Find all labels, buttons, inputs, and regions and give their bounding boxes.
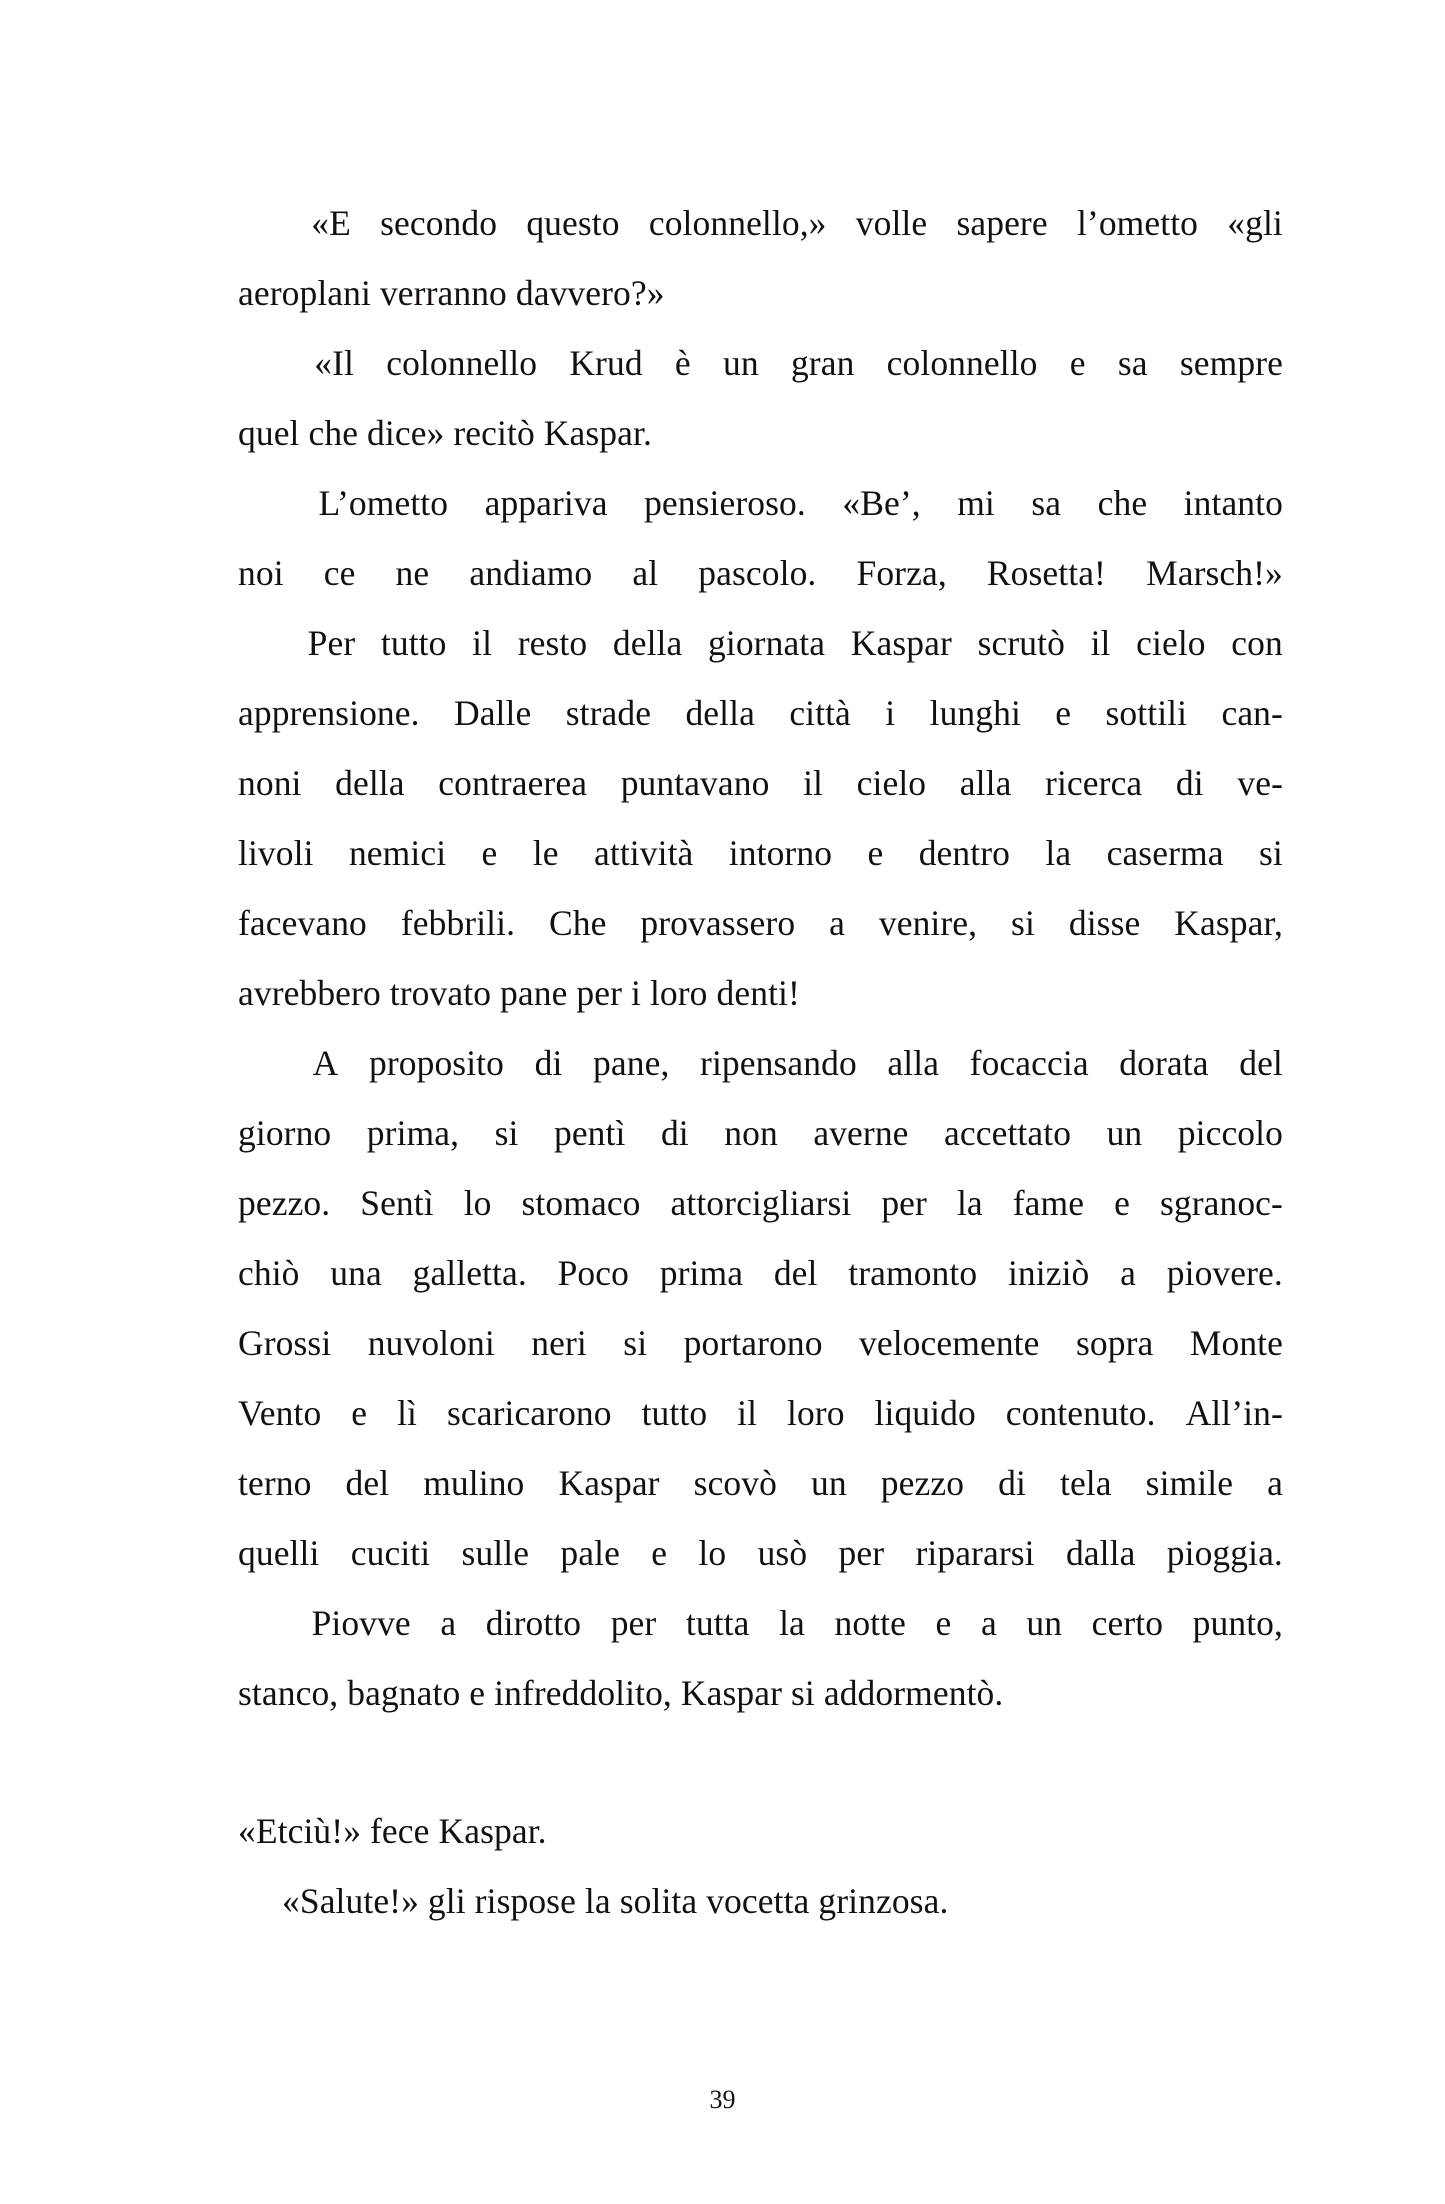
word: di [998, 1463, 1026, 1503]
word: galletta. [412, 1253, 527, 1293]
word: Krud [569, 343, 643, 383]
word: un [1026, 1603, 1063, 1643]
word: della [685, 693, 755, 733]
word: si [494, 1113, 519, 1153]
word: colonnello [886, 343, 1038, 383]
word: a [440, 1603, 457, 1643]
text-line [238, 1866, 1283, 1936]
word: neri [531, 1323, 587, 1363]
word: che [1097, 483, 1148, 523]
word: del [1239, 1043, 1283, 1083]
word: pioggia. [1166, 1533, 1283, 1573]
text-line [238, 608, 1283, 678]
word: la [779, 1603, 805, 1643]
word: del [345, 1463, 390, 1503]
word: ce [323, 553, 356, 593]
word: sulle [461, 1533, 530, 1573]
word: piccolo [1177, 1113, 1283, 1153]
text-line: stanco, bagnato e infreddolito, Kaspar si addormentò. [238, 1673, 1004, 1713]
word: notte [834, 1603, 906, 1643]
word: attività [594, 833, 694, 873]
word: nuvoloni [367, 1323, 495, 1363]
text-line [238, 1378, 1283, 1448]
word: Poco [557, 1253, 629, 1293]
paragraph-indent [238, 1028, 282, 1098]
word: mi [957, 483, 995, 523]
word: iniziò [1007, 1253, 1090, 1293]
word: piovere. [1166, 1253, 1283, 1293]
word: pascolo. [698, 553, 817, 593]
word: pane, [593, 1043, 670, 1083]
word: a [980, 1603, 997, 1643]
word: cielo [856, 763, 927, 803]
word: tutto [380, 623, 447, 663]
word: non [724, 1113, 778, 1153]
text-line [238, 748, 1283, 818]
word: è [674, 343, 691, 383]
word: il [1090, 623, 1111, 663]
word: secondo [380, 203, 498, 243]
word: contraerea [438, 763, 588, 803]
paragraph [238, 1028, 1283, 1588]
word: colonnello,» [648, 203, 827, 243]
text-line [238, 328, 1283, 398]
word: a [1267, 1463, 1283, 1503]
word: ne [395, 553, 430, 593]
paragraph-indent [238, 468, 282, 538]
word: scovò [693, 1463, 777, 1503]
word: e [1069, 343, 1086, 383]
word: a [1120, 1253, 1137, 1293]
word: giorno [238, 1113, 332, 1153]
word: si [1011, 903, 1035, 943]
text-line [238, 1308, 1283, 1378]
word: dirotto [485, 1603, 582, 1643]
word: tela [1059, 1463, 1112, 1503]
word: Dalle [453, 693, 532, 733]
word: ripararsi [915, 1533, 1035, 1573]
word: accettato [944, 1113, 1072, 1153]
word: la [1045, 833, 1072, 873]
word: e [1114, 1183, 1130, 1223]
word: alla [959, 763, 1012, 803]
word: per [838, 1533, 885, 1573]
paragraph [238, 328, 1283, 468]
paragraph-indent [238, 608, 282, 678]
word: proposito [368, 1043, 504, 1083]
word: ricerca [1045, 763, 1143, 803]
text-line [238, 1518, 1283, 1588]
word: disse [1068, 903, 1141, 943]
word: un [723, 343, 759, 383]
word: pezzo. [238, 1183, 331, 1223]
word: fame [1012, 1183, 1085, 1223]
word: provassero [640, 903, 796, 943]
word: si [623, 1323, 648, 1363]
word: sa [1117, 343, 1148, 383]
text-line [238, 1238, 1283, 1308]
word: la [956, 1183, 983, 1223]
word: alla [887, 1043, 940, 1083]
word: per [881, 1183, 927, 1223]
word: lo [698, 1533, 727, 1573]
word: Che [548, 903, 607, 943]
text-line: «Etciù!» fece Kaspar. [238, 1811, 547, 1851]
word: del [773, 1253, 818, 1293]
word: nemici [348, 833, 447, 873]
word: febbrili. [400, 903, 516, 943]
word: di [660, 1113, 689, 1153]
paragraph [238, 188, 1283, 328]
line-text: «Salute!» gli rispose la solita vocetta grinzosa. [282, 1881, 949, 1921]
word: attorcigliarsi [670, 1183, 852, 1223]
paragraph [238, 1588, 1283, 1728]
text-line [238, 888, 1283, 958]
word: All’in- [1185, 1393, 1283, 1433]
word: Per [307, 623, 356, 663]
word: sgranoc- [1159, 1183, 1283, 1223]
word: caserma [1106, 833, 1224, 873]
word: noni [238, 763, 302, 803]
word: Marsch!» [1146, 553, 1283, 593]
word: e [867, 833, 884, 873]
word: gran [790, 343, 855, 383]
word: ve- [1237, 763, 1283, 803]
word: per [610, 1603, 657, 1643]
section-break [238, 1728, 1283, 1796]
word: Grossi [238, 1323, 332, 1363]
word: A [312, 1043, 339, 1083]
word: resto [517, 623, 588, 663]
word: ripensando [700, 1043, 857, 1083]
word: Kaspar [850, 623, 952, 663]
word: terno [238, 1463, 312, 1503]
word: città [789, 693, 851, 733]
word: dorata [1119, 1043, 1209, 1083]
word: un [1106, 1113, 1143, 1153]
text-line: quel che dice» recitò Kaspar. [238, 413, 652, 453]
word: sempre [1179, 343, 1283, 383]
word: portarono [683, 1323, 823, 1363]
paragraph [238, 468, 1283, 608]
word: e [351, 1393, 368, 1433]
word: di [534, 1043, 563, 1083]
word: certo [1091, 1603, 1164, 1643]
word: Sentì [360, 1183, 434, 1223]
word: si [1258, 833, 1283, 873]
word: mulino [423, 1463, 525, 1503]
word: Piovve [311, 1603, 411, 1643]
text-line [238, 1588, 1283, 1658]
text-line: avrebbero trovato pane per i loro denti! [238, 973, 800, 1013]
page-text-block [238, 188, 1283, 1936]
word: venire, [878, 903, 978, 943]
word: un [811, 1463, 847, 1503]
word: lunghi [929, 693, 1021, 733]
word: quelli [238, 1533, 320, 1573]
word: punto, [1192, 1603, 1283, 1643]
word: appariva [484, 483, 608, 523]
word: Vento [238, 1393, 322, 1433]
word: sottili [1105, 693, 1188, 733]
word: e [651, 1533, 668, 1573]
word: i [885, 693, 896, 733]
paragraph [238, 1796, 1283, 1866]
text-line [238, 188, 1283, 258]
text-line [238, 468, 1283, 538]
word: L’ometto [318, 483, 449, 523]
word: sapere [956, 203, 1048, 243]
word: pale [560, 1533, 620, 1573]
word: Kaspar [558, 1463, 660, 1503]
word: prima, [366, 1113, 460, 1153]
word: e [1055, 693, 1072, 733]
paragraph [238, 608, 1283, 1028]
word: simile [1145, 1463, 1234, 1503]
word: dentro [918, 833, 1010, 873]
word: scaricarono [446, 1393, 612, 1433]
word: liquido [874, 1393, 976, 1433]
text-line [238, 1098, 1283, 1168]
word: della [335, 763, 405, 803]
word: a [829, 903, 845, 943]
word: velocemente [859, 1323, 1040, 1363]
word: can- [1221, 693, 1283, 733]
word: pensieroso. [644, 483, 806, 523]
word: «Be’, [842, 483, 921, 523]
word: Kaspar, [1174, 903, 1283, 943]
word: lo [463, 1183, 492, 1223]
word: dalla [1065, 1533, 1136, 1573]
word: «gli [1227, 203, 1283, 243]
word: sa [1031, 483, 1062, 523]
word: tutto [641, 1393, 708, 1433]
word: Rosetta! [986, 553, 1106, 593]
word: il [472, 623, 493, 663]
word: «Il [314, 343, 354, 383]
word: questo [526, 203, 620, 243]
word: e [481, 833, 498, 873]
word: cuciti [350, 1533, 431, 1573]
word: scrutò [977, 623, 1065, 663]
word: colonnello [386, 343, 538, 383]
word: tramonto [848, 1253, 978, 1293]
text-line [238, 1448, 1283, 1518]
word: l’ometto [1076, 203, 1199, 243]
word: le [532, 833, 559, 873]
word: apprensione. [238, 693, 420, 733]
word: il [737, 1393, 758, 1433]
page-number: 39 [709, 2085, 736, 2114]
word: pezzo [880, 1463, 965, 1503]
word: Monte [1189, 1323, 1283, 1363]
word: il [803, 763, 824, 803]
word: una [330, 1253, 382, 1293]
text-line [238, 678, 1283, 748]
text-line [238, 538, 1283, 608]
word: strade [565, 693, 652, 733]
word: Forza, [856, 553, 947, 593]
word: volle [855, 203, 928, 243]
paragraph-indent [238, 188, 282, 258]
word: andiamo [469, 553, 593, 593]
word: intanto [1183, 483, 1283, 523]
word: intorno [728, 833, 833, 873]
text-line [238, 1028, 1283, 1098]
word: facevano [238, 903, 367, 943]
paragraph-indent [238, 328, 282, 398]
word: giornata [708, 623, 826, 663]
word: chiò [238, 1253, 300, 1293]
word: di [1175, 763, 1204, 803]
word: contenuto. [1005, 1393, 1156, 1433]
word: puntavano [620, 763, 770, 803]
word: pentì [553, 1113, 626, 1153]
word: prima [659, 1253, 744, 1293]
paragraph-indent [238, 1588, 282, 1658]
word: noi [238, 553, 284, 593]
word: sopra [1075, 1323, 1154, 1363]
text-line [238, 818, 1283, 888]
word: loro [786, 1393, 845, 1433]
word: focaccia [969, 1043, 1089, 1083]
word: tutta [685, 1603, 750, 1643]
word: lì [397, 1393, 417, 1433]
word: cielo [1136, 623, 1206, 663]
word: e [935, 1603, 952, 1643]
text-line [238, 1168, 1283, 1238]
word: averne [813, 1113, 909, 1153]
word: «E [311, 203, 351, 243]
word: al [632, 553, 659, 593]
word: stomaco [521, 1183, 641, 1223]
word: della [612, 623, 683, 663]
word: livoli [238, 833, 314, 873]
text-line: aeroplani verranno davvero?» [238, 273, 665, 313]
paragraph [238, 1866, 1283, 1936]
word: usò [757, 1533, 808, 1573]
word: con [1231, 623, 1283, 663]
